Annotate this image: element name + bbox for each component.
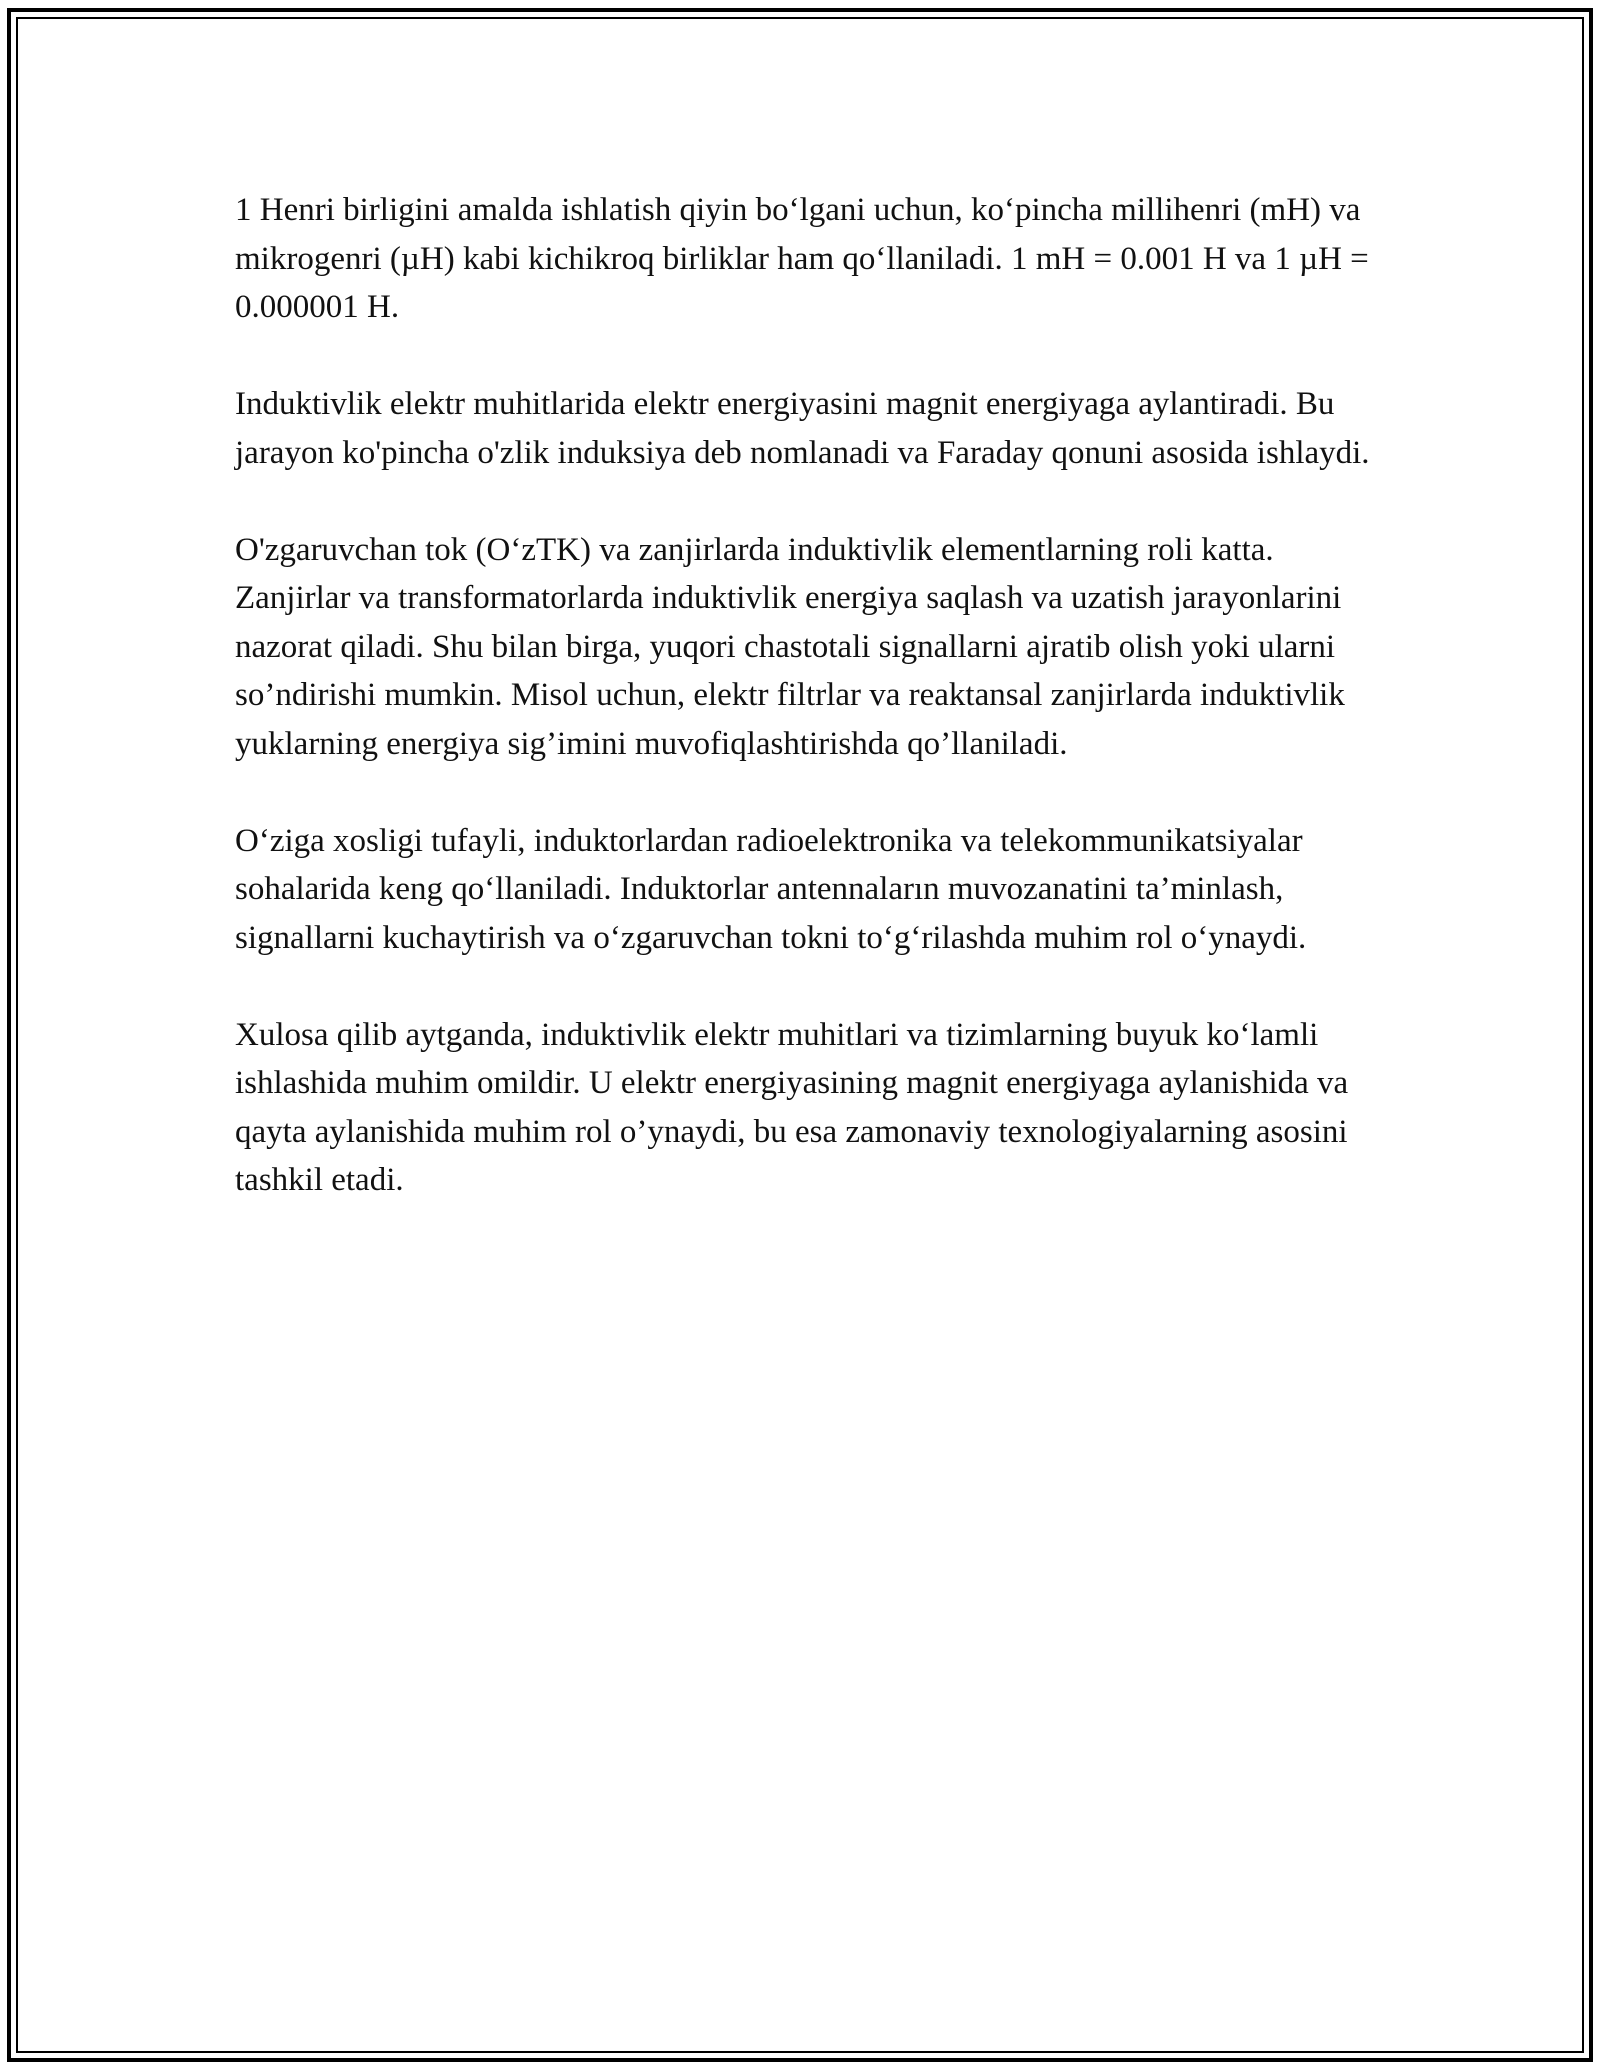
paragraph-conclusion: Xulosa qilib aytganda, induktivlik elektr muhitlari va tizimlarning buyuk ko‘lamli ishlashida muhim omildir. U elektr energiyasining magnit energiyaga aylanishida va qayta aylanishida muhim rol o’ynaydi, bu esa zamonaviy texnologiyalarning asosini tashkil etadi.: [235, 1016, 1349, 1198]
paragraph-units: 1 Henri birligini amalda ishlatish qiyin bo‘lgani uchun, ko‘pincha millihenri (mH) va mikrogenri (µH) kabi kichikroq birliklar ham qo‘llaniladi. 1 mH = 0.001 H va 1 µH = 0.000001 H.: [235, 192, 1369, 325]
paragraph-energy-conversion: Induktivlik elektr muhitlarida elektr energiyasini magnit energiyaga aylantiradi. Bu jarayon ko'pincha o'zlik induksiya deb nomlanadi va Faraday qonuni asosida ishlaydi.: [235, 386, 1370, 471]
paragraph-radioelectronics: O‘ziga xosligi tufayli, induktorlardan radioelektronika va telekommunikatsiyalar sohalarida keng qo‘llaniladi. Induktorlar antennaların muvozanatini ta’minlash, signallarni kuchaytirish va o‘zgaruvchan tokni to‘g‘rilashda muhim rol o‘ynaydi.: [235, 822, 1307, 956]
paragraph-ac-circuits: O'zgaruvchan tok (O‘zTK) va zanjirlarda induktivlik elementlarning roli katta. Zanjirlar va transformatorlarda induktivlik energiya saqlash va uzatish jarayonlarini nazorat qiladi. Shu bilan birga, yuqori chastotali signallarni ajratib olish yoki ularni so’ndirishi mumkin. Misol uchun, elektr filtrlar va reaktansal zanjirlarda induktivlik yuklarning energiya sig’imini muvofiqlashtirishda qo’llaniladi.: [235, 531, 1345, 762]
document-body: [235, 186, 1375, 1253]
